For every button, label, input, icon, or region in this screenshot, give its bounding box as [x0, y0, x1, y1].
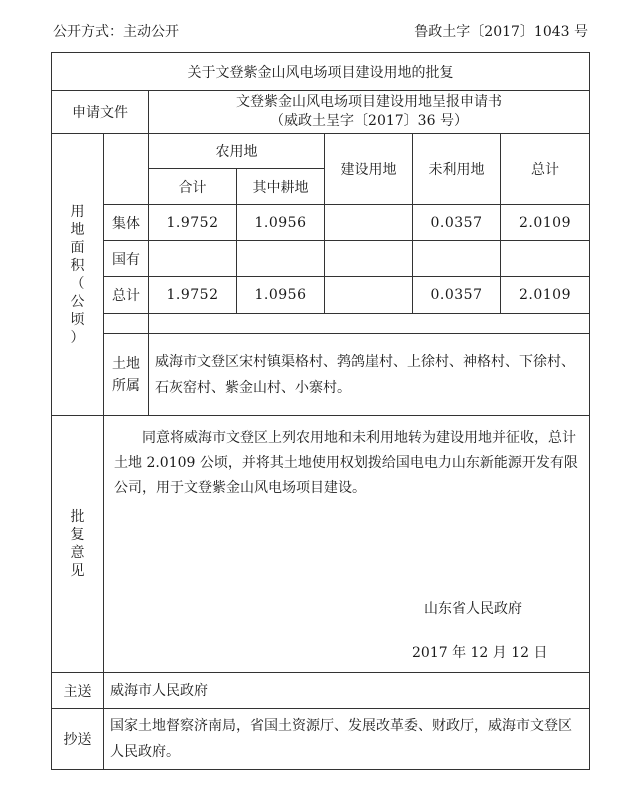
row-label: 国有	[104, 241, 149, 277]
opinion-label-char: 批	[70, 509, 85, 525]
cc-label: 抄送	[52, 709, 104, 770]
land-area-char: 用	[70, 203, 85, 220]
unused-land-value: 0.0357	[413, 277, 501, 314]
land-area-char: 顷	[70, 311, 85, 328]
unused-land-value: 0.0357	[413, 205, 501, 241]
approval-form-table	[51, 52, 590, 770]
application-row	[52, 91, 590, 134]
application-label: 申请文件	[52, 91, 149, 134]
application-document	[149, 91, 590, 134]
approval-date: 2017 年 12 月 12 日	[412, 645, 548, 661]
signatory: 山东省人民政府	[424, 601, 522, 617]
blank-corner-cell	[104, 134, 149, 205]
grand-total-value	[501, 241, 590, 277]
opinion-label-char: 意	[70, 545, 85, 561]
approval-opinion-content	[104, 416, 590, 673]
land-area-label	[52, 134, 104, 416]
land-area-char: 面	[70, 239, 85, 256]
table-row	[52, 277, 590, 314]
main-recipient-text: 威海市人民政府	[104, 673, 590, 709]
construction-land-value	[325, 277, 413, 314]
row-label: 集体	[104, 205, 149, 241]
approval-title: 关于文登紫金山风电场项目建设用地的批复	[52, 53, 590, 91]
farmland-total-value	[149, 241, 237, 277]
title-row	[52, 53, 590, 91]
approval-opinion-row	[52, 416, 590, 673]
unused-land-header: 未利用地	[413, 134, 501, 205]
grand-total-value: 2.0109	[501, 277, 590, 314]
blank-cell	[149, 314, 590, 334]
cc-text: 国家土地督察济南局，省国土资源厅、发展改革委、财政厅，威海市文登区人民政府。	[104, 709, 590, 770]
row-label: 总计	[104, 277, 149, 314]
grand-total-header: 总计	[501, 134, 590, 205]
farmland-total-value: 1.9752	[149, 205, 237, 241]
application-line-1: 文登紫金山风电场项目建设用地呈报申请书	[236, 94, 502, 110]
approval-opinion-text: 同意将威海市文登区上列农用地和未利用地转为建设用地并征收，总计土地 2.0109 公顷，并将其土地使用权划拨给国电电力山东新能源开发有限公司，用于文登紫金山风电场项目建设。	[114, 430, 578, 496]
spacer-row	[52, 314, 590, 334]
construction-land-header: 建设用地	[325, 134, 413, 205]
table-row	[52, 205, 590, 241]
blank-cell	[104, 314, 149, 334]
farmland-header: 农用地	[149, 134, 325, 169]
opinion-label-char: 复	[70, 527, 85, 543]
ownership-label-line: 所属	[112, 377, 140, 394]
arable-land-header: 其中耕地	[237, 169, 325, 205]
approval-opinion-label	[52, 416, 104, 673]
grand-total-value: 2.0109	[501, 205, 590, 241]
unused-land-value	[413, 241, 501, 277]
construction-land-value	[325, 205, 413, 241]
arable-land-value: 1.0956	[237, 205, 325, 241]
opinion-label-char: 见	[70, 563, 85, 579]
table-row	[52, 241, 590, 277]
land-ownership-label	[104, 334, 149, 416]
disclosure-method: 公开方式：主动公开	[53, 24, 179, 40]
cc-row	[52, 709, 590, 770]
application-line-2: （威政土呈字〔2017〕36 号）	[270, 113, 468, 129]
farmland-total-header: 合计	[149, 169, 237, 205]
main-recipient-label: 主送	[52, 673, 104, 709]
document-number: 鲁政土字〔2017〕1043 号	[414, 24, 588, 40]
land-area-char: （	[70, 275, 85, 292]
land-area-char: 积	[70, 257, 85, 274]
land-area-char: ）	[70, 329, 85, 346]
construction-land-value	[325, 241, 413, 277]
arable-land-value: 1.0956	[237, 277, 325, 314]
area-header-row-1	[52, 134, 590, 169]
land-ownership-row	[52, 334, 590, 416]
main-recipient-row	[52, 673, 590, 709]
arable-land-value	[237, 241, 325, 277]
land-area-char: 地	[70, 221, 85, 238]
land-area-char: 公	[70, 293, 85, 310]
land-ownership-text: 威海市文登区宋村镇渠格村、鹁鸽崖村、上徐村、神格村、下徐村、石灰窑村、紫金山村、小寨村。	[149, 334, 590, 416]
farmland-total-value: 1.9752	[149, 277, 237, 314]
ownership-label-line: 土地	[112, 355, 140, 372]
